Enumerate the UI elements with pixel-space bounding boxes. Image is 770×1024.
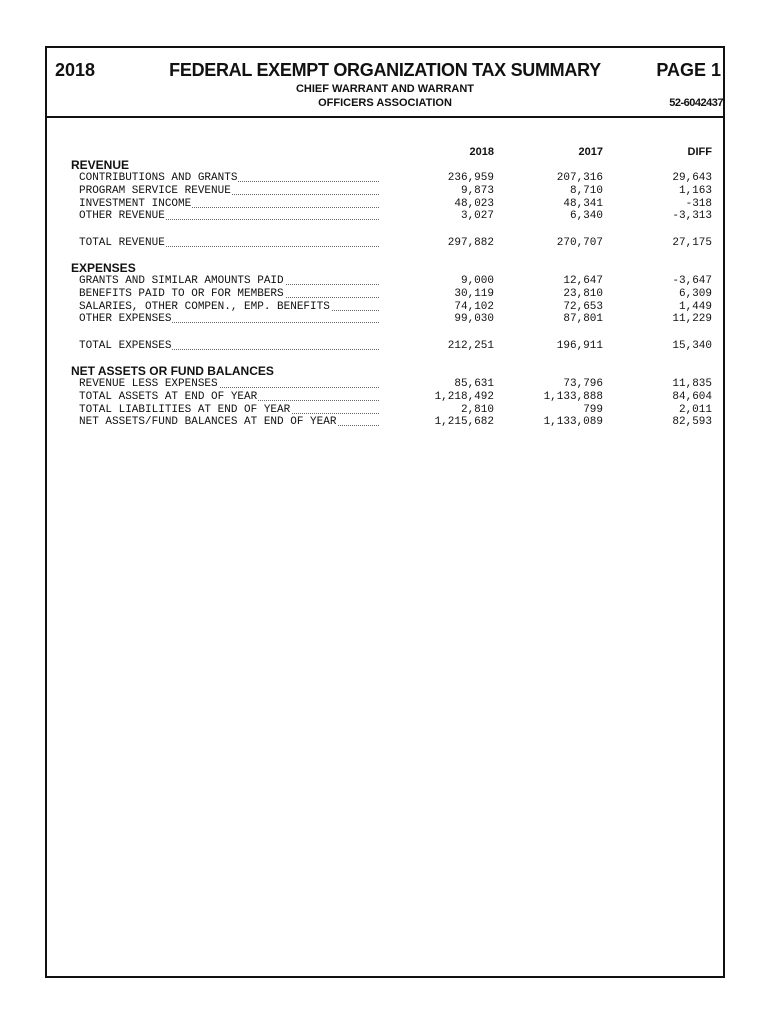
value-diff: 11,229	[672, 313, 712, 326]
document-frame	[45, 46, 725, 978]
table-row	[79, 210, 715, 223]
value-2018: 85,631	[454, 378, 494, 390]
value-2018: 297,882	[447, 237, 494, 249]
column-header-2018: 2018	[469, 146, 494, 158]
value-2017: 72,653	[563, 300, 603, 313]
document-title: FEDERAL EXEMPT ORGANIZATION TAX SUMMARY	[169, 60, 601, 80]
value-diff: -3,313	[672, 210, 712, 223]
value-2017: 48,341	[563, 197, 603, 210]
page-number: PAGE 1	[656, 60, 721, 80]
value-diff: 27,175	[672, 237, 712, 249]
row-label: TOTAL EXPENSES	[79, 340, 379, 353]
value-diff: 1,449	[678, 300, 712, 313]
table-row	[79, 275, 715, 288]
row-label: OTHER EXPENSES	[79, 313, 379, 326]
value-2017: 1,133,089	[543, 416, 603, 429]
organization-name-line1: CHIEF WARRANT AND WARRANT	[295, 83, 475, 95]
table-row	[79, 391, 715, 404]
table-row	[79, 288, 715, 301]
document-header	[47, 48, 723, 118]
row-label: REVENUE LESS EXPENSES	[79, 378, 379, 391]
table-row	[79, 378, 715, 391]
row-label: TOTAL REVENUE	[79, 237, 379, 250]
section-title: NET ASSETS OR FUND BALANCES	[71, 364, 274, 378]
table-row	[79, 172, 715, 185]
value-2017: 270,707	[556, 237, 603, 249]
value-2018: 48,023	[454, 197, 494, 210]
row-label: GRANTS AND SIMILAR AMOUNTS PAID	[79, 275, 379, 288]
row-label: OTHER REVENUE	[79, 210, 379, 223]
value-diff: 11,835	[672, 378, 712, 390]
value-2018: 30,119	[454, 287, 494, 300]
value-2017: 6,340	[569, 210, 603, 223]
value-diff: 1,163	[678, 184, 712, 197]
table-row	[79, 185, 715, 198]
column-header-diff: DIFF	[687, 146, 712, 158]
row-label: TOTAL ASSETS AT END OF YEAR	[79, 391, 379, 404]
section-title: REVENUE	[71, 158, 130, 172]
value-2018: 1,215,682	[434, 416, 494, 429]
row-label: PROGRAM SERVICE REVENUE	[79, 185, 379, 198]
value-2017: 87,801	[563, 313, 603, 326]
ein-number: 52-6042437	[669, 97, 723, 109]
value-2018: 212,251	[447, 340, 494, 352]
value-2018: 1,218,492	[434, 390, 494, 403]
value-2017: 207,316	[556, 172, 603, 184]
organization-name-line2: OFFICERS ASSOCIATION	[318, 97, 452, 109]
value-2017: 196,911	[556, 340, 603, 352]
value-2017: 799	[583, 403, 603, 416]
row-label: TOTAL LIABILITIES AT END OF YEAR	[79, 404, 379, 417]
value-2017: 12,647	[563, 275, 603, 287]
row-label: BENEFITS PAID TO OR FOR MEMBERS	[79, 288, 379, 301]
row-label: CONTRIBUTIONS AND GRANTS	[79, 172, 379, 185]
value-2018: 9,000	[460, 275, 494, 287]
table-row	[79, 404, 715, 417]
row-label: NET ASSETS/FUND BALANCES AT END OF YEAR	[79, 416, 379, 429]
value-2018: 74,102	[454, 300, 494, 313]
value-2017: 73,796	[563, 378, 603, 390]
value-diff: -3,647	[672, 275, 712, 287]
value-2018: 3,027	[460, 210, 494, 223]
column-header-2017: 2017	[578, 146, 603, 158]
organization-name	[47, 82, 723, 110]
table-row	[79, 340, 715, 353]
table-row	[79, 301, 715, 314]
value-diff: 82,593	[672, 416, 712, 429]
value-2018: 2,810	[460, 403, 494, 416]
row-label: INVESTMENT INCOME	[79, 198, 379, 211]
value-2018: 236,959	[447, 172, 494, 184]
value-2018: 99,030	[454, 313, 494, 326]
value-diff: 2,011	[678, 403, 712, 416]
section-title: EXPENSES	[71, 261, 136, 275]
value-diff: 15,340	[672, 340, 712, 352]
row-label: SALARIES, OTHER COMPEN., EMP. BENEFITS	[79, 301, 379, 314]
value-diff: 29,643	[672, 172, 712, 184]
value-diff: -318	[685, 197, 712, 210]
value-2017: 1,133,888	[543, 390, 603, 403]
table-row	[79, 198, 715, 211]
value-2017: 8,710	[569, 184, 603, 197]
table-row	[79, 313, 715, 326]
table-row	[79, 237, 715, 250]
value-2017: 23,810	[563, 287, 603, 300]
table-row	[79, 416, 715, 429]
value-diff: 84,604	[672, 390, 712, 403]
value-diff: 6,309	[678, 287, 712, 300]
tax-year: 2018	[55, 60, 96, 80]
value-2018: 9,873	[460, 184, 494, 197]
